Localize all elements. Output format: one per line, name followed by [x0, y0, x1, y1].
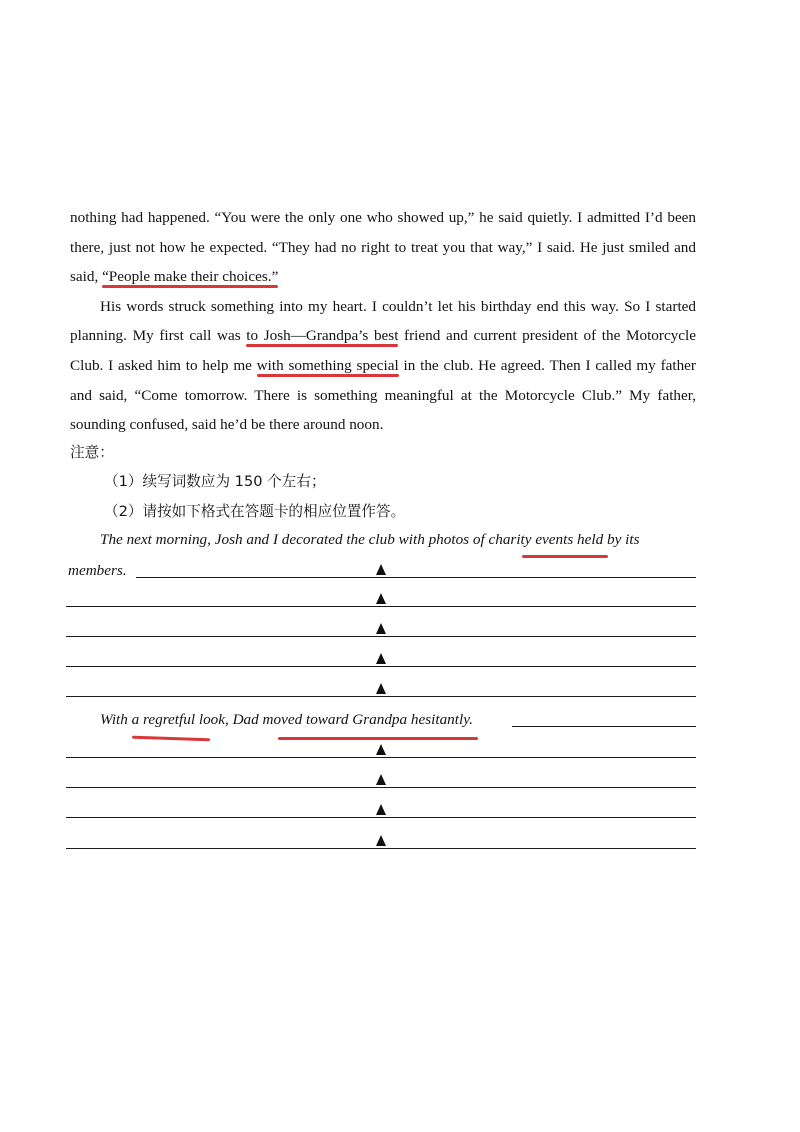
- triangle-marker-icon: [376, 683, 386, 694]
- answer-line[interactable]: [512, 726, 696, 727]
- triangle-marker-icon: [376, 593, 386, 604]
- prompt-paragraph-2: With a regretful look, Dad moved toward Grandpa hesitantly.: [100, 711, 473, 728]
- answer-line[interactable]: [66, 757, 696, 758]
- answer-line[interactable]: [66, 666, 696, 667]
- red-underline: [246, 344, 398, 347]
- answer-line[interactable]: [66, 787, 696, 788]
- prompt-paragraph-1-end: members.: [68, 562, 127, 579]
- note-item-2: （2）请按如下格式在答题卡的相应位置作答。: [104, 503, 406, 520]
- story-passage: [70, 203, 696, 440]
- triangle-marker-icon: [376, 653, 386, 664]
- red-underline: [257, 374, 399, 377]
- answer-line[interactable]: [66, 848, 696, 849]
- red-underline-moved: [278, 737, 478, 740]
- note-item-1: （1）续写词数应为 150 个左右；: [104, 473, 326, 490]
- passage-line: been there, just not how he expected. “They had no right to treat you that way,” I said. He just: [70, 209, 697, 256]
- triangle-marker-icon: [376, 564, 386, 575]
- passage-line: smiled and said,: [70, 238, 696, 286]
- notes-heading: 注意：: [70, 444, 114, 461]
- passage-line: nothing had happened. “You were the only one who showed up,” he said quietly. I admitted I’d: [70, 209, 663, 226]
- triangle-marker-icon: [376, 835, 386, 846]
- answer-line[interactable]: [66, 817, 696, 818]
- underlined-special: with something special: [257, 357, 399, 374]
- answer-line[interactable]: [66, 606, 696, 607]
- underlined-quote: “People make their choices.”: [102, 268, 278, 285]
- triangle-marker-icon: [376, 774, 386, 785]
- triangle-marker-icon: [376, 623, 386, 634]
- triangle-marker-icon: [376, 804, 386, 815]
- answer-line[interactable]: [66, 696, 696, 697]
- underlined-josh: to Josh—Grandpa’s best: [246, 327, 398, 344]
- triangle-marker-icon: [376, 744, 386, 755]
- prompt-paragraph-1: The next morning, Josh and I decorated the club with photos of charity events held by its: [100, 531, 640, 548]
- red-underline-charity: [522, 555, 608, 558]
- answer-line[interactable]: [66, 636, 696, 637]
- red-underline: [102, 285, 278, 288]
- answer-line[interactable]: [136, 577, 696, 578]
- passage-paragraph-2: His words struck something into my heart. I couldn’t let his birthday end this way. So I started planning. My first call was to Josh—Grandpa’s best friend and current president of the Motorcycle Club. I asked him to help me with something special in the club. He agreed. Then I called my father and said, “Come tomorrow. There is something meaningful at the Motorcycle Club.” My father, sounding confused, said he’d be there around noon.: [70, 297, 696, 434]
- red-underline-regretful: [132, 736, 210, 742]
- passage-paragraph-1: [70, 203, 696, 292]
